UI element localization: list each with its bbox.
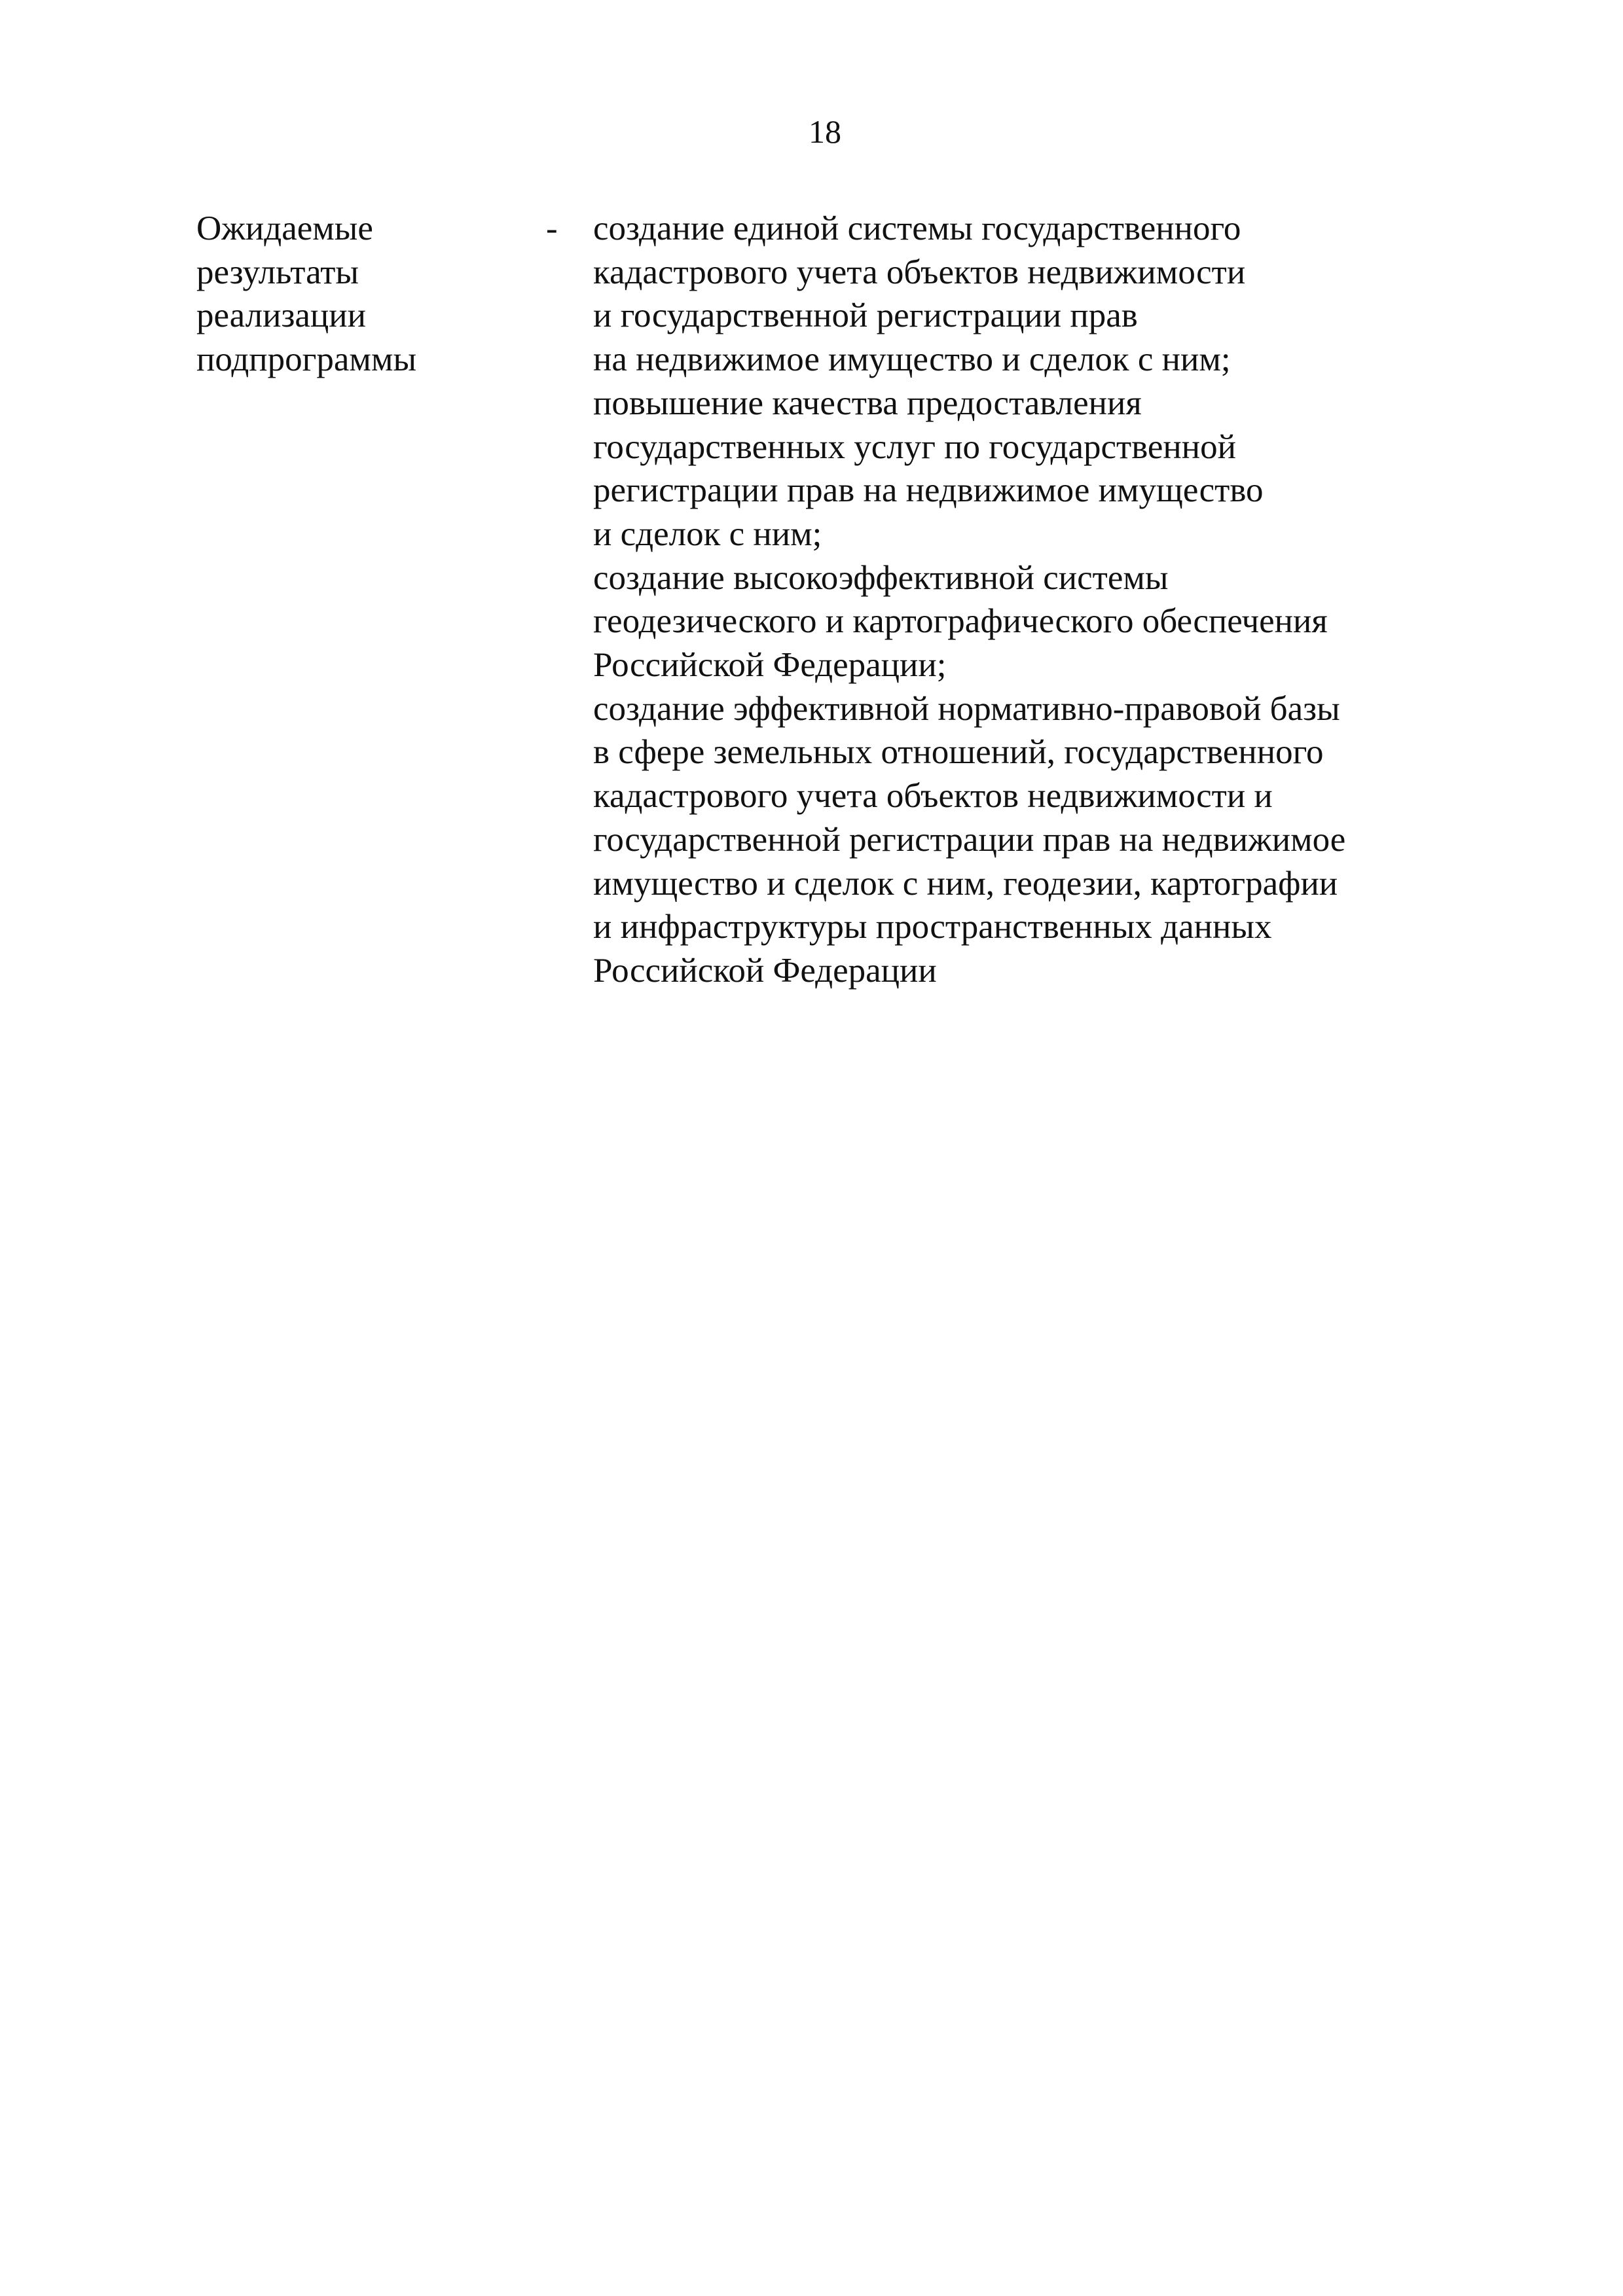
content-line: Российской Федерации <box>593 951 937 990</box>
content-line: имущество и сделок с ним, геодезии, картографии <box>593 864 1338 903</box>
row-label-line: результаты <box>196 253 359 291</box>
separator-dash: - <box>546 209 558 247</box>
content-line: Российской Федерации; <box>593 646 947 685</box>
content-line: кадастрового учета объектов недвижимости и <box>593 777 1273 816</box>
content-line: кадастрового учета объектов недвижимости <box>593 253 1246 291</box>
row-label-line: подпрограммы <box>196 340 417 379</box>
content-line: создание единой системы государственного <box>593 209 1241 247</box>
content-line: и инфраструктуры пространственных данных <box>593 908 1272 946</box>
content-line: регистрации прав на недвижимое имущество <box>593 471 1264 510</box>
row-content <box>593 207 1444 993</box>
page-number: 18 <box>809 113 841 150</box>
content-line: государственной регистрации прав на недвижимое <box>593 820 1346 859</box>
content-line: создание высокоэффективной системы <box>593 558 1169 597</box>
content-line: создание эффективной нормативно-правовой базы <box>593 689 1340 728</box>
content-line: на недвижимое имущество и сделок с ним; <box>593 340 1231 379</box>
row-label <box>196 207 511 382</box>
content-line: в сфере земельных отношений, государственного <box>593 733 1324 772</box>
row-label-line: Ожидаемые <box>196 209 373 247</box>
row-label-line: реализации <box>196 296 367 335</box>
content-line: повышение качества предоставления <box>593 384 1142 422</box>
content-line: и государственной регистрации прав <box>593 296 1138 335</box>
content-line: геодезического и картографического обеспечения <box>593 602 1328 641</box>
content-line: государственных услуг по государственной <box>593 427 1237 466</box>
content-line: и сделок с ним; <box>593 514 822 553</box>
